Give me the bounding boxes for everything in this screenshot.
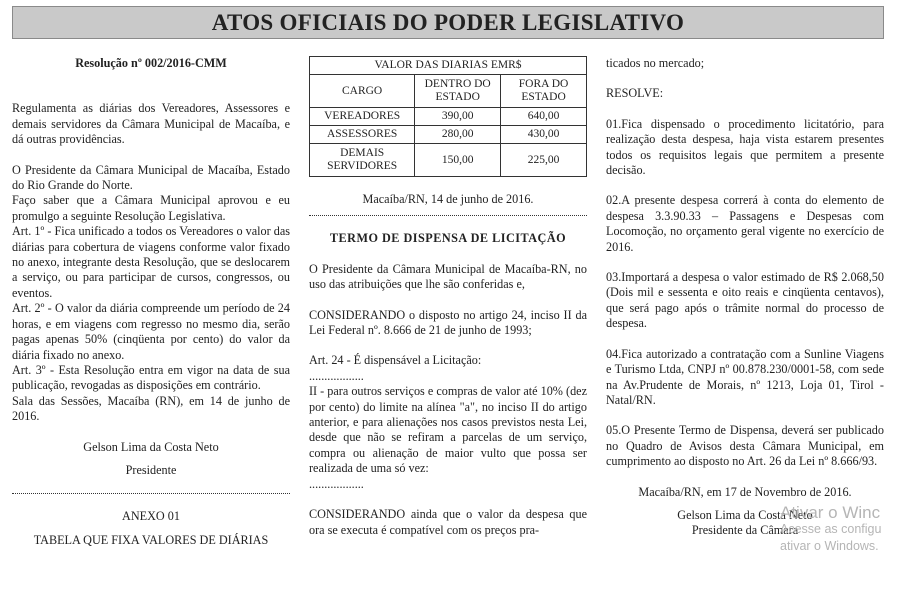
table-cell: 640,00: [501, 108, 587, 126]
table-row: [310, 144, 587, 177]
resolve-role: Presidente da Câmara: [691, 523, 799, 538]
dispensa-considerando-2: CONSIDERANDO ainda que o valor da despesa que ora se executa é compatível com os preços pra-: [309, 507, 587, 537]
watermark-line: ativar o Windows.: [780, 539, 879, 553]
resolve-label: RESOLVE:: [606, 86, 664, 101]
table-cell: 390,00: [415, 108, 501, 126]
resolve-item-1: 01.Fica dispensado o procedimento licitatório, para realização desta despesa, haja vista estarem presentes todos os requisitos legais que permitem a presente decisão.: [606, 116, 884, 178]
annex-label: ANEXO 01: [122, 509, 180, 524]
resolution-preamble: O Presidente da Câmara Municipal de Macaíba, Estado do Rio Grande do Norte.: [12, 162, 290, 193]
table-cell: 430,00: [501, 126, 587, 144]
resolution-art3: Art. 3º - Esta Resolução entra em vigor na data de sua publicação, revogadas as disposições em contrário.: [12, 362, 290, 393]
resolution-ementa: Regulamenta as diárias dos Vereadores, Assessores e demais servidores da Câmara Municipal de Macaíba, e dá outras providências.: [12, 101, 290, 147]
dispensa-dots: ..................: [309, 368, 364, 383]
watermark-line: Ativar o Winc: [780, 503, 881, 522]
column-resolve: [606, 56, 884, 539]
watermark-line: Acesse as configu: [780, 522, 882, 536]
resolution-sala: Sala das Sessões, Macaíba (RN), em 14 de junho de 2016.: [12, 393, 290, 424]
column-dispensa: [309, 56, 587, 538]
column-resolution: [12, 56, 290, 548]
dispensa-title: TERMO DE DISPENSA DE LICITAÇÃO: [329, 231, 567, 246]
resolve-item-4: 04.Fica autorizado a contratação com a Sunline Viagens e Turismo Ltda, CNPJ nº 00.878.230/0001-58, com sede na Av.Prudente de Morais, nº 1213, Loja 01, Tirol - Natal/RN.: [606, 346, 884, 407]
table-cell: VEREADORES: [310, 108, 415, 126]
table-header: FORA DO ESTADO: [501, 75, 587, 108]
dispensa-dots: ..................: [309, 476, 364, 491]
dispensa-intro: O Presidente da Câmara Municipal de Macaíba-RN, no uso das atribuições que lhe são conferidas e,: [309, 261, 587, 292]
table-date: Macaíba/RN, 14 de junho de 2016.: [362, 192, 534, 206]
table-header: CARGO: [310, 75, 415, 108]
table-cell: 150,00: [415, 144, 501, 177]
dispensa-inciso: II - para outros serviços e compras de valor até 10% (dez por cento) do limite na alínea "a", no inciso II do artigo anterior, e para alienações nos casos previstos nesta Lei, desde que não se refiram a parcelas de um serviço, compra ou alienação de maior vulto que possa ser realizada de uma só vez:: [309, 384, 587, 476]
dispensa-considerando-1: CONSIDERANDO o disposto no artigo 24, inciso II da Lei Federal nº. 8.666 de 21 de junho de 1993;: [309, 307, 587, 338]
table-cell: DEMAIS SERVIDORES: [310, 144, 415, 177]
table-header: DENTRO DO ESTADO: [415, 75, 501, 108]
dispensa-art24: Art. 24 - É dispensável a Licitação:: [309, 353, 482, 368]
resolution-role: Presidente: [125, 462, 177, 477]
windows-activation-watermark: [780, 504, 897, 555]
resolve-item-2: 02.A presente despesa correrá à conta do elemento de despesa 3.3.90.33 – Passagens e Despesas com Locomoção, no orçamento geral vigente no exercício de 2016.: [606, 193, 884, 254]
page-banner: ATOS OFICIAIS DO PODER LEGISLATIVO: [12, 6, 884, 39]
annex-table-title: TABELA QUE FIXA VALORES DE DIÁRIAS: [33, 532, 269, 547]
dispensa-continued: ticados no mercado;: [606, 56, 705, 70]
resolution-art2: Art. 2º - O valor da diária compreende um período de 24 horas, e em viagens com regresso no mesmo dia, serão pagas apenas 50% (cinqüenta por cento) do valor da diária fixado no anexo.: [12, 301, 290, 362]
resolution-art1: Art. 1º - Fica unificado a todos os Vereadores o valor das diárias para cobertura de viagens conforme valor fixado no anexo, integrante desta Resolução, que se deslocarem a serviço, ou para participar de cursos, congressos, ou eventos.: [12, 224, 290, 300]
diarias-table: [309, 56, 587, 177]
resolution-heading: Resolução nº 002/2016-CMM: [75, 56, 227, 70]
resolve-item-3: 03.Importará a despesa o valor estimado de R$ 2.068,50 (Dois mil e sessenta e oito reais e cinqüenta centavos), que será pago após o trâmite normal do processo de despesa.: [606, 270, 884, 331]
table-header-row: [310, 75, 587, 108]
resolution-signer: Gelson Lima da Costa Neto: [83, 439, 219, 454]
resolve-signer: Gelson Lima da Costa Neto: [677, 507, 813, 522]
resolve-date: Macaíba/RN, em 17 de Novembro de 2016.: [638, 484, 852, 499]
table-cell: ASSESSORES: [310, 126, 415, 144]
table-cell: 280,00: [415, 126, 501, 144]
table-row: [310, 108, 587, 126]
table-cell: 225,00: [501, 144, 587, 177]
table-row: [310, 126, 587, 144]
resolution-promulgation: Faço saber que a Câmara Municipal aprovou e eu promulgo a seguinte Resolução Legislativa.: [12, 193, 290, 223]
resolve-item-5: 05.O Presente Termo de Dispensa, deverá ser publicado no Quadro de Avisos desta Câmara Municipal, em cumprimento ao disposto no Art. 26 da Lei nº 8.666/93.: [606, 423, 884, 469]
table-caption: VALOR DAS DIARIAS EMR$: [310, 57, 587, 75]
